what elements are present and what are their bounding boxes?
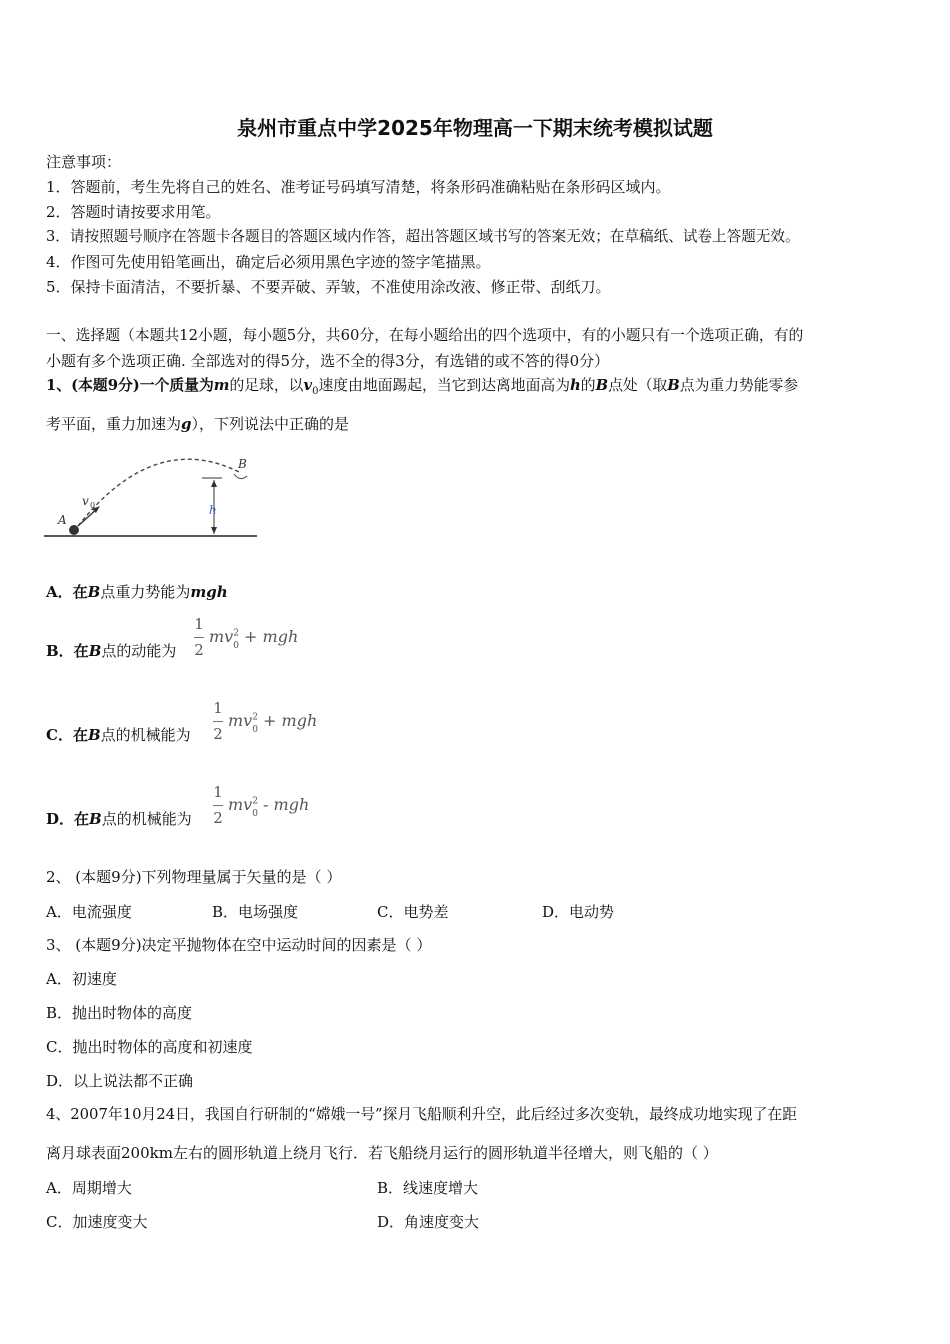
q1-option-a-value: mgh — [190, 583, 228, 601]
q4-option-c[interactable]: C．加速度变大 — [46, 1213, 148, 1231]
notice-item-2: 2．答题时请按要求用笔。 — [46, 203, 221, 221]
notice-heading: 注意事项： — [46, 153, 122, 171]
fig-label-a: A — [58, 513, 67, 527]
q1-b: B — [595, 377, 609, 394]
q1-option-c-rest: + mgh — [263, 711, 318, 730]
notice-item-1: 1．答题前，考生先将自己的姓名、准考证号码填写清楚，将条形码准确粘贴在条形码区域内。 — [46, 178, 671, 196]
q1-option-b-sub: 0 — [233, 641, 239, 651]
notice-item-5: 5．保持卡面清洁，不要折暴、不要弄破、弄皱，不准使用涂改液、修正带、刮纸刀。 — [46, 278, 611, 296]
q1-stem-line2 — [46, 414, 349, 434]
q4-stem-line1: 4、2007年10月24日，我国自行研制的“嫦娥一号”探月飞船顺利升空，此后经过多次变轨，最终成功地实现了在距 — [46, 1106, 797, 1123]
q1-option-d-text: 点的机械能为 — [101, 810, 192, 828]
q1-option-b-frac-num: 1 — [194, 615, 204, 633]
q1-stem-line1 — [46, 376, 798, 402]
q4-stem-line2: 离月球表面200km左右的圆形轨道上绕月飞行．若飞船绕月运行的圆形轨道半径增大，则飞船的（ ） — [46, 1144, 718, 1162]
q1-h: h — [570, 377, 581, 394]
q3-option-d[interactable]: D．以上说法都不正确 — [46, 1072, 194, 1090]
q1-b2: B — [667, 377, 680, 394]
q1-t3: 的 — [580, 377, 596, 394]
q1-option-b-frac-bar — [194, 637, 204, 638]
q1-option-d-sub: 0 — [252, 809, 258, 819]
q1-option-a-text: 点重力势能为 — [100, 583, 191, 601]
section-heading-line1: 一、选择题（本题共12小题，每小题5分，共60分，在每小题给出的四个选项中，有的小题只有一个选项正确，有的 — [46, 327, 804, 344]
q1-option-d-formula — [228, 795, 310, 819]
q4-option-b[interactable]: B．线速度增大 — [377, 1179, 479, 1197]
q1-option-a-b: B — [87, 583, 101, 601]
q1-option-c-text: 点的机械能为 — [100, 726, 191, 744]
height-arrow-up — [211, 480, 217, 487]
q1-g: g — [181, 415, 192, 433]
q1-option-d-frac-den: 2 — [213, 809, 223, 827]
q1-option-d-frac-bar — [213, 805, 223, 806]
q2-option-a[interactable]: A．电流强度 — [46, 903, 132, 921]
q1-option-b-formula — [209, 627, 299, 651]
q1-t5: 点为重力势能零参 — [679, 377, 799, 394]
q1-option-c-formula — [228, 711, 318, 735]
q1-option-b-frac-den: 2 — [194, 641, 204, 659]
q1-option-b-mv: mv — [209, 627, 234, 646]
q1-option-d-rest: - mgh — [263, 795, 310, 814]
ball-b-mark — [234, 474, 247, 479]
q3-option-b[interactable]: B．抛出时物体的高度 — [46, 1004, 193, 1022]
q4-option-d[interactable]: D．角速度变大 — [377, 1213, 480, 1231]
q1-v0: v — [303, 377, 313, 394]
q2-option-c[interactable]: C．电势差 — [377, 903, 449, 921]
q1-option-c-frac-bar — [213, 721, 223, 722]
q1-option-c-sup: 2 — [252, 712, 258, 723]
q2-stem: 2、 (本题9分)下列物理量属于矢量的是（ ） — [46, 868, 342, 886]
q1-t4: 点处（取 — [608, 377, 668, 394]
q1-option-b-sup: 2 — [233, 628, 239, 639]
q1-option-b-b: B — [88, 642, 102, 660]
q1-option-d-mv: mv — [228, 795, 253, 814]
notice-item-3: 3．请按照题号顺序在答题卡各题目的答题区域内作答，超出答题区域书写的答案无效；在草稿纸、试卷上答题无效。 — [46, 228, 800, 245]
q1-option-d-label: D．在 — [46, 810, 90, 828]
q1-option-c-frac-num: 1 — [213, 699, 223, 717]
fig-label-b: B — [238, 457, 247, 471]
q1-t2: 速度由地面踢起，当它到达离地面高为 — [318, 377, 570, 394]
q1-option-a-label: A．在 — [46, 583, 88, 601]
q1-t1: 的足球，以 — [229, 377, 304, 394]
fig-label-v0: v — [82, 494, 89, 508]
q1-option-a[interactable] — [46, 582, 228, 602]
q1-option-b[interactable] — [46, 641, 176, 661]
page-title: 泉州市重点中学2025年物理高一下期末统考模拟试题 — [237, 116, 713, 140]
q3-stem: 3、 (本题9分)决定平抛物体在空中运动时间的因素是（ ） — [46, 936, 432, 954]
q1-option-d-frac-num: 1 — [213, 783, 223, 801]
q1-option-b-text: 点的动能为 — [101, 642, 177, 660]
q3-option-c[interactable]: C．抛出时物体的高度和初速度 — [46, 1038, 253, 1056]
q1-line2a: 考平面，重力加速为 — [46, 415, 182, 433]
fig-label-h: h — [209, 503, 217, 517]
q1-option-c-frac-den: 2 — [213, 725, 223, 743]
q1-option-c-label: C．在 — [46, 726, 88, 744]
q2-option-b[interactable]: B．电场强度 — [212, 903, 299, 921]
q1-option-c-mv: mv — [228, 711, 253, 730]
q1-option-d-sup: 2 — [252, 796, 258, 807]
q1-m: m — [213, 377, 230, 394]
ball-icon — [69, 525, 79, 535]
q1-option-d[interactable] — [46, 809, 192, 829]
q1-option-c-b: B — [87, 726, 101, 744]
q1-line2b: ），下列说法中正确的是 — [191, 415, 350, 433]
q1-trajectory-figure — [44, 450, 264, 542]
height-arrow-down — [211, 527, 217, 534]
q3-option-a[interactable]: A．初速度 — [46, 970, 117, 988]
q1-option-c-sub: 0 — [252, 725, 258, 735]
fig-label-v0-sub: 0 — [90, 501, 96, 510]
q2-option-d[interactable]: D．电动势 — [542, 903, 615, 921]
q1-option-b-label: B．在 — [46, 642, 89, 660]
q1-v0-sub: 0 — [312, 385, 319, 397]
q1-option-d-b: B — [89, 810, 102, 828]
q1-option-b-rest: + mgh — [244, 627, 299, 646]
section-heading-line2: 小题有多个选项正确. 全部选对的得5分，选不全的得3分，有选错的或不答的得0分） — [46, 352, 610, 370]
q1-prefix: 1、(本题9分)一个质量为 — [46, 377, 214, 394]
q4-option-a[interactable]: A．周期增大 — [46, 1179, 132, 1197]
q1-option-c[interactable] — [46, 725, 191, 745]
notice-item-4: 4．作图可先使用铅笔画出，确定后必须用黑色字迹的签字笔描黑。 — [46, 253, 491, 271]
